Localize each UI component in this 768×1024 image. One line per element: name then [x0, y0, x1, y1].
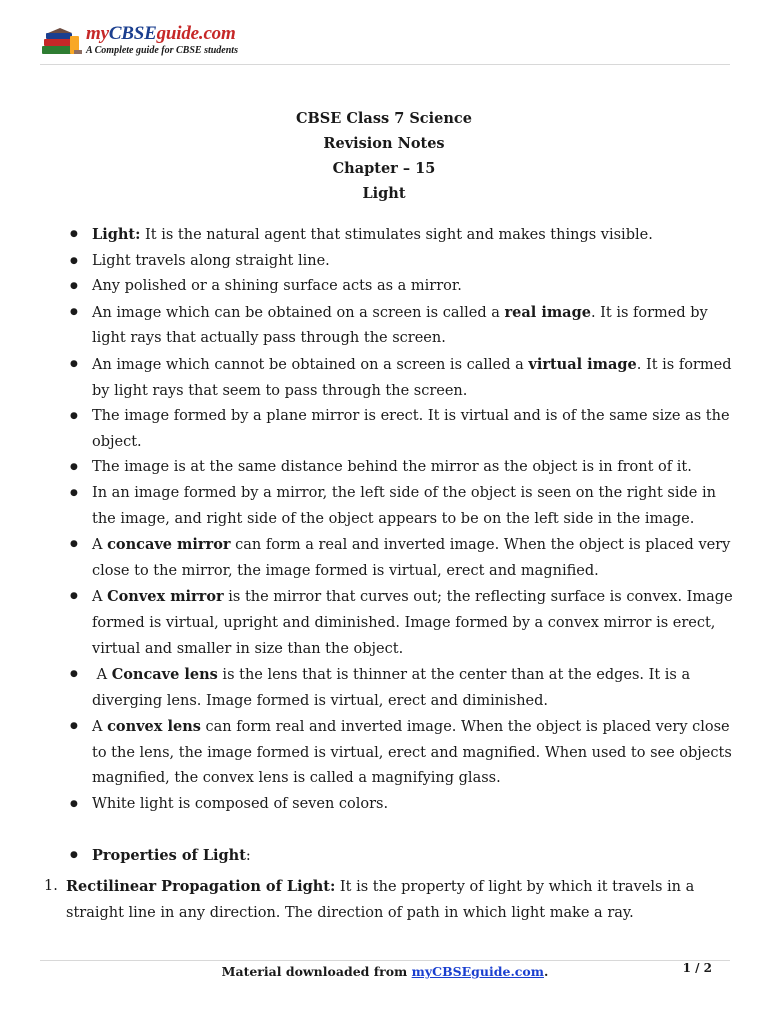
note-text: is the lens that is thinner at the center than at the edges. It is a diverging lens. Image formed is virtual, erect and diminished. — [92, 667, 691, 709]
site-link[interactable]: myCBSEguide.com — [411, 964, 544, 979]
term: Concave lens — [111, 666, 218, 684]
note-text: White light is composed of seven colors. — [92, 796, 389, 813]
list-item — [66, 584, 736, 662]
note-text: An image which cannot be obtained on a screen is called a — [92, 356, 529, 373]
term: virtual image — [528, 355, 637, 373]
brand-guide: guide.com — [156, 23, 236, 44]
page-header — [40, 24, 730, 65]
brand-cbse: CBSE — [108, 23, 157, 44]
brand-logo[interactable] — [86, 24, 238, 56]
brand-my: my — [86, 23, 109, 44]
title-line-notes: Revision Notes — [323, 135, 445, 152]
list-item — [66, 481, 736, 532]
document-title — [0, 106, 768, 206]
note-text: . It is formed by light rays that actually pass through the screen. — [92, 304, 708, 347]
page-footer — [40, 960, 730, 991]
note-text: Light travels along straight line. — [92, 252, 330, 269]
footer-prefix: Material downloaded from — [221, 964, 412, 979]
page-number: 1 / 2 — [682, 961, 712, 975]
brand-name — [86, 24, 238, 44]
definition: It is the natural agent that stimulates sight and makes things visible. — [140, 227, 653, 243]
term: real image — [504, 303, 591, 321]
note-text: A — [92, 589, 108, 606]
list-item — [66, 352, 736, 404]
footer-suffix: . — [543, 964, 549, 979]
properties-title: Properties of Light — [92, 846, 246, 864]
note-text: The image formed by a plane mirror is erect. It is virtual and is of the same size as the object. — [92, 408, 730, 450]
list-item — [66, 249, 736, 275]
list-item — [66, 222, 736, 249]
note-text: The image is at the same distance behind the mirror as the object is in front of it. — [92, 459, 692, 476]
term: convex lens — [107, 718, 201, 736]
list-item — [66, 662, 736, 714]
properties-colon: : — [245, 847, 251, 864]
notes-list — [66, 222, 736, 818]
term: Convex mirror — [107, 588, 224, 606]
list-item — [66, 455, 736, 481]
note-text: can form real and inverted image. When the object is placed very close to the lens, the image formed is virtual, erect and magnified. When used to see objects magnified, the convex lens is called a magnifying glass. — [92, 719, 732, 787]
list-item — [66, 714, 736, 792]
title-line-class: CBSE Class 7 Science — [296, 110, 472, 127]
books-logo-icon — [40, 28, 84, 58]
list-item — [66, 792, 736, 818]
title-line-chapter: Chapter – 15 — [332, 160, 436, 177]
title-line-topic: Light — [362, 185, 406, 202]
note-text: is the mirror that curves out; the reflecting surface is convex. Image formed is virtual, upright and diminished. Image formed by a convex mirror is erect, virtual and smaller in size than the object. — [92, 589, 733, 657]
note-text: A — [92, 537, 108, 554]
note-text: can form a real and inverted image. When the object is placed very close to the mirror, the image formed is virtual, erect and magnified. — [92, 537, 731, 579]
notes-content — [66, 222, 736, 884]
brand-tagline: A Complete guide for CBSE students — [86, 45, 238, 56]
definition: It is the property of light by which it travels in a straight line in any direction. The direction of path in which light make a ray. — [66, 879, 695, 921]
term: concave mirror — [107, 536, 231, 554]
properties-list — [66, 843, 736, 870]
term: Rectilinear Propagation of Light: — [66, 878, 336, 895]
note-text: A — [92, 719, 108, 736]
list-item — [66, 300, 736, 352]
note-text: In an image formed by a mirror, the left side of the object is seen on the right side in the image, and right side of the object appears to be on the left side in the image. — [92, 484, 716, 527]
list-item — [66, 532, 736, 584]
note-text: An image which can be obtained on a screen is called a — [92, 304, 505, 321]
note-text: . It is formed by light rays that seem to pass through the screen. — [92, 356, 732, 399]
item-number: 1. — [44, 878, 58, 894]
list-item — [66, 404, 736, 455]
numbered-item — [40, 874, 736, 926]
item-body — [40, 874, 736, 926]
footer-text — [40, 964, 730, 979]
note-text: A — [92, 667, 112, 684]
term: Light: — [92, 226, 141, 243]
list-item — [66, 274, 736, 300]
properties-heading — [66, 843, 736, 870]
note-text: Any polished or a shining surface acts as a mirror. — [92, 278, 462, 295]
